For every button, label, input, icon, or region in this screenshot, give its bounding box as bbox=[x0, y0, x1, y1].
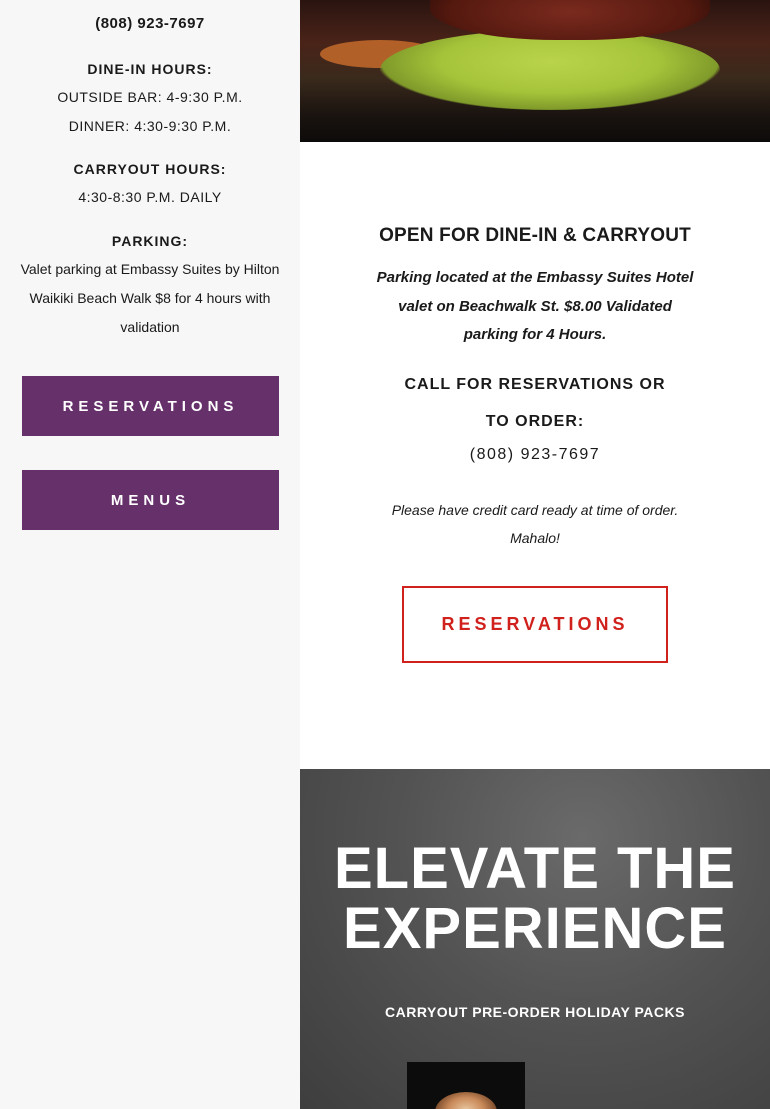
sidebar-phone[interactable]: (808) 923-7697 bbox=[95, 15, 205, 32]
dine-in-hours bbox=[0, 59, 300, 141]
main-phone[interactable]: (808) 923-7697 bbox=[469, 446, 601, 463]
reservations-outline-button[interactable]: RESERVATIONS bbox=[402, 586, 668, 663]
page-title: OPEN FOR DINE-IN & CARRYOUT bbox=[379, 225, 691, 246]
sidebar bbox=[0, 0, 300, 1109]
carryout-line: 4:30-8:30 P.M. DAILY bbox=[78, 189, 222, 205]
menus-button[interactable]: MENUS bbox=[22, 470, 279, 530]
holiday-pack-thumbnail[interactable] bbox=[407, 1062, 525, 1109]
dine-in-line: DINNER: 4:30-9:30 P.M. bbox=[68, 118, 232, 134]
promo-title: ELEVATE THE EXPERIENCE bbox=[334, 836, 736, 961]
main-content bbox=[300, 142, 770, 769]
carryout-hours bbox=[0, 159, 300, 212]
dine-in-heading: DINE-IN HOURS: bbox=[87, 61, 213, 77]
call-text: CALL FOR RESERVATIONS OR TO ORDER: bbox=[404, 376, 666, 430]
parking-note: Parking located at the Embassy Suites Hotel valet on Beachwalk St. $8.00 Validated parking for 4 Hours. bbox=[376, 269, 694, 343]
parking-info bbox=[0, 231, 300, 342]
reservations-button[interactable]: RESERVATIONS bbox=[22, 376, 279, 436]
dine-in-line: OUTSIDE BAR: 4-9:30 P.M. bbox=[57, 89, 243, 105]
parking-heading: PARKING: bbox=[111, 233, 189, 249]
promo-subtitle: CARRYOUT PRE-ORDER HOLIDAY PACKS bbox=[385, 1004, 685, 1020]
hero-food-image bbox=[300, 0, 770, 142]
promo-section bbox=[300, 769, 770, 1109]
carryout-heading: CARRYOUT HOURS: bbox=[73, 161, 227, 177]
parking-text: Valet parking at Embassy Suites by Hilton Waikiki Beach Walk $8 for 4 hours with validation bbox=[20, 261, 280, 335]
credit-note: Please have credit card ready at time of order. Mahalo! bbox=[391, 502, 679, 546]
